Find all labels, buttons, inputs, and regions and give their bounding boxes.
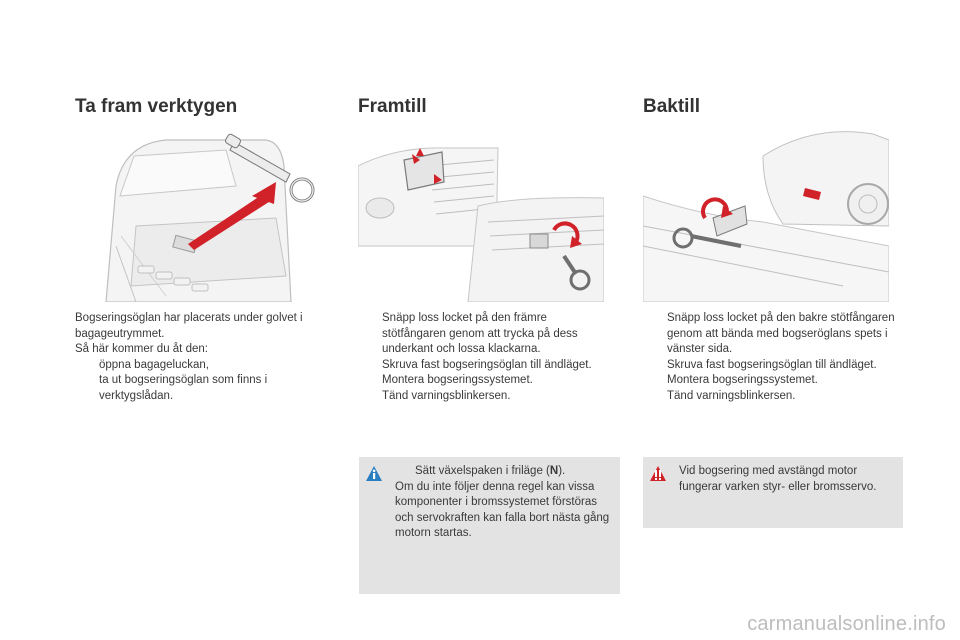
info-text: Om du inte följer denna regel kan vissa komponenter i bromssystemet förstöras och servokraften kan falla bort nästa gång motorn startas. bbox=[395, 480, 610, 539]
gear-neutral-key: N bbox=[549, 465, 559, 477]
tools-lead: Så här kommer du åt den: bbox=[75, 343, 208, 355]
info-box bbox=[359, 457, 620, 594]
heading-rear: Baktill bbox=[643, 96, 701, 117]
front-bumper-illustration bbox=[358, 126, 604, 302]
list-item: Snäpp loss locket på den främre stötfångaren genom att trycka på dess underkant och lossa klackarna. bbox=[382, 312, 578, 355]
list-item: öppna bagageluckan, bbox=[99, 358, 209, 371]
list-item: Tänd varningsblinkersen. bbox=[667, 389, 796, 402]
front-bullet-list bbox=[358, 311, 608, 404]
rear-bumper-illustration bbox=[643, 126, 889, 302]
warning-text: Vid bogsering med avstängd motor fungerar varken styr- eller bromsservo. bbox=[679, 465, 877, 493]
list-item: Montera bogseringssystemet. bbox=[382, 374, 533, 386]
rear-bullet-list bbox=[643, 311, 905, 404]
warning-box bbox=[643, 457, 903, 528]
tools-text bbox=[75, 311, 325, 404]
tools-intro: Bogseringsöglan har placerats under golvet i bagageutrymmet. bbox=[75, 312, 303, 340]
list-item: Skruva fast bogseringsöglan till ändläget. bbox=[667, 358, 877, 371]
info-icon bbox=[365, 465, 383, 483]
front-text bbox=[358, 311, 608, 404]
info-content bbox=[395, 464, 612, 542]
list-item: Snäpp loss locket på den bakre stötfångaren genom att bända med bogseröglans spets i vänster sida. bbox=[667, 312, 895, 355]
heading-front: Framtill bbox=[358, 96, 427, 117]
list-item: Skruva fast bogseringsöglan till ändläget. bbox=[382, 358, 592, 371]
info-bullet-list bbox=[395, 464, 612, 480]
list-item: Tänd varningsblinkersen. bbox=[382, 389, 511, 402]
rear-text bbox=[643, 311, 905, 404]
heading-tools: Ta fram verktygen bbox=[75, 96, 238, 117]
list-item: Montera bogseringssystemet. bbox=[667, 374, 818, 386]
list-item: Sätt växelspaken i friläge (N). bbox=[415, 465, 566, 477]
trunk-illustration bbox=[76, 126, 322, 302]
watermark: carmanualsonline.info bbox=[747, 613, 946, 635]
list-item: ta ut bogseringsöglan som finns i verktygslådan. bbox=[99, 374, 268, 402]
warning-icon bbox=[649, 465, 667, 483]
tools-bullet-list bbox=[75, 358, 325, 405]
warning-content bbox=[679, 464, 895, 495]
